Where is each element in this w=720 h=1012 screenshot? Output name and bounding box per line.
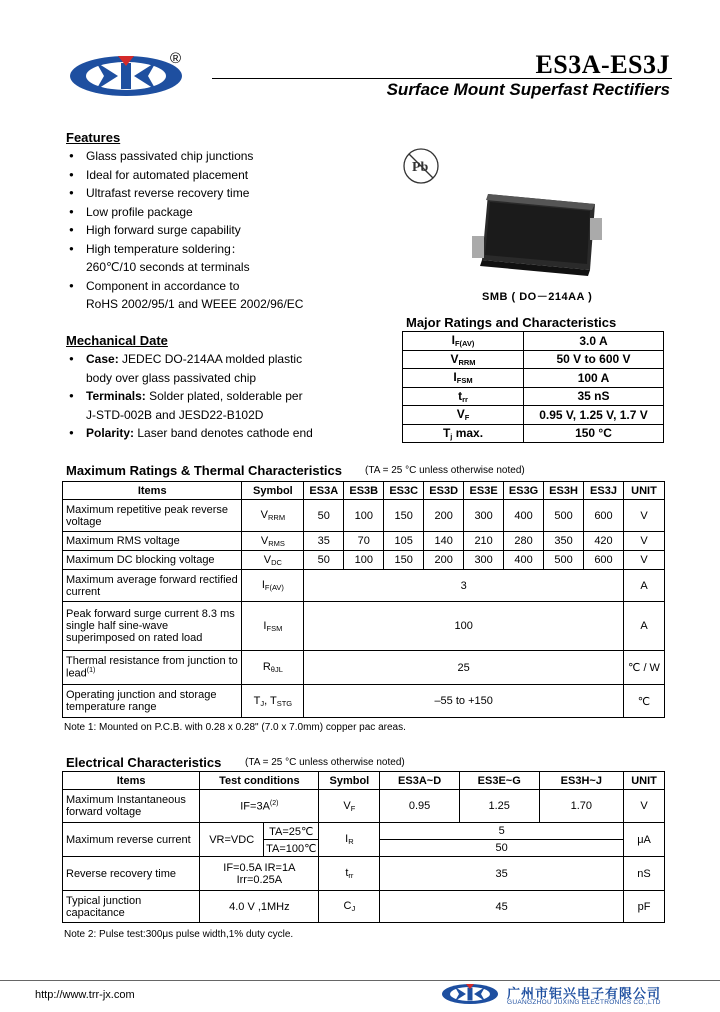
symbol-cell: $I_{FSM}$	[242, 602, 304, 651]
unit-cell: V	[623, 500, 664, 532]
note-2: Note 2: Pulse test:300μs pulse width,1% duty cycle.	[64, 929, 294, 940]
company-logo	[66, 52, 186, 100]
value-cell: 150 °C	[524, 424, 664, 443]
item-cell: Thermal resistance from junction to lead$^{(1)}$	[63, 651, 242, 685]
column-header: ES3E~G	[459, 772, 539, 790]
part-number-title: ES3A-ES3J	[535, 50, 670, 79]
value-cell: 600	[584, 500, 624, 532]
item-cell: Maximum reverse current	[63, 823, 200, 857]
features-heading: Features	[66, 130, 121, 145]
condition-cell: TA=100℃	[264, 840, 319, 857]
table-row	[403, 350, 664, 369]
condition-line: Irr=0.25A	[236, 873, 283, 886]
table-row	[403, 406, 664, 425]
item-cell: Operating junction and storage temperature range	[63, 685, 242, 718]
condition-cell: 4.0 V ,1MHz	[200, 891, 319, 923]
table-row	[403, 369, 664, 388]
unit-cell: nS	[624, 857, 665, 891]
value-cell: 0.95	[380, 790, 460, 823]
value-cell: 600	[584, 551, 624, 570]
table-row	[403, 332, 664, 351]
column-header: ES3D	[424, 482, 464, 500]
value-cell: 150	[384, 500, 424, 532]
value-cell: 50 V to 600 V	[524, 350, 664, 369]
column-header: Symbol	[319, 772, 380, 790]
list-item-continuation: RoHS 2002/95/1 and WEEE 2002/96/EC	[86, 297, 304, 311]
column-header: UNIT	[624, 772, 665, 790]
unit-cell: ℃	[623, 685, 664, 718]
symbol-cell: $I_{F(AV)}$	[403, 332, 524, 351]
list-item-continuation: J-STD-002B and JESD22-B102D	[86, 407, 264, 422]
package-image	[470, 188, 610, 286]
product-subtitle: Surface Mount Superfast Rectifiers	[386, 80, 670, 99]
symbol-cell: $V_{RMS}$	[242, 532, 304, 551]
footer-divider	[0, 980, 720, 981]
electrical-section-title: Electrical Characteristics	[66, 755, 222, 770]
mechanical-list	[66, 350, 386, 443]
value-cell: 500	[544, 500, 584, 532]
table-row	[63, 651, 665, 685]
list-item-continuation: 260℃/10 seconds at terminals	[86, 260, 250, 274]
item-cell: Reverse recovery time	[63, 857, 200, 891]
table-row	[63, 790, 665, 823]
value-cell: 100	[344, 551, 384, 570]
table-row	[403, 424, 664, 443]
value-cell: 105	[384, 532, 424, 551]
pb-label: Pb	[412, 160, 429, 175]
column-header: ES3E	[464, 482, 504, 500]
polarity-label: Polarity:	[86, 426, 135, 440]
value-cell: 400	[504, 551, 544, 570]
major-ratings-title: Major Ratings and Characteristics	[406, 315, 617, 330]
value-cell: 200	[424, 551, 464, 570]
value-cell: 3.0 A	[524, 332, 664, 351]
terminals-text: Solder plated, solderable per	[145, 389, 303, 403]
thermal-section-title: Maximum Ratings & Thermal Characteristics	[66, 463, 342, 478]
value-cell: 70	[344, 532, 384, 551]
column-header: ES3B	[344, 482, 384, 500]
symbol-cell: $C_J$	[319, 891, 380, 923]
unit-cell: μA	[624, 823, 665, 857]
electrical-section-note: (TA = 25 °C unless otherwise noted)	[245, 757, 405, 768]
list-item	[66, 387, 386, 406]
footer-logo	[440, 982, 500, 1006]
symbol-cell: $T_j$ max.	[403, 424, 524, 443]
table-row	[63, 685, 665, 718]
unit-cell: V	[623, 532, 664, 551]
case-text: JEDEC DO-214AA molded plastic	[118, 352, 303, 366]
value-cell: 100	[304, 602, 624, 651]
condition-cell: VR=VDC	[200, 823, 264, 857]
column-header: ES3H	[544, 482, 584, 500]
condition-cell	[200, 857, 319, 891]
website-link[interactable]: http://www.trr-jx.com	[35, 989, 135, 1001]
symbol-cell: $V_F$	[403, 406, 524, 425]
features-list	[66, 147, 366, 314]
company-name-cn: 广州市钜兴电子有限公司	[507, 986, 662, 1001]
value-cell: 45	[380, 891, 624, 923]
registered-mark: ®	[170, 50, 182, 67]
list-item: ● Low profile package	[66, 203, 366, 222]
symbol-cell: $V_F$	[319, 790, 380, 823]
item-cell: Maximum DC blocking voltage	[63, 551, 242, 570]
list-item: ● High temperature soldering：	[66, 240, 366, 259]
value-cell: 100	[344, 500, 384, 532]
value-cell: 50	[304, 551, 344, 570]
list-item: ● High forward surge capability	[66, 221, 366, 240]
unit-cell: pF	[624, 891, 665, 923]
symbol-cell: $V_{DC}$	[242, 551, 304, 570]
value-cell: 3	[304, 570, 624, 602]
table-row	[63, 891, 665, 923]
value-cell: 0.95 V, 1.25 V, 1.7 V	[524, 406, 664, 425]
column-header: ES3J	[584, 482, 624, 500]
column-header: ES3H~J	[539, 772, 624, 790]
pb-free-icon	[401, 146, 441, 186]
note-1: Note 1: Mounted on P.C.B. with 0.28 x 0.28" (7.0 x 7.0mm) copper pac areas.	[64, 722, 406, 733]
value-cell: 35	[380, 857, 624, 891]
value-cell: 150	[384, 551, 424, 570]
column-header: ES3G	[504, 482, 544, 500]
value-cell: 210	[464, 532, 504, 551]
list-item: ● Glass passivated chip junctions	[66, 147, 366, 166]
value-cell: 25	[304, 651, 624, 685]
value-cell: 35 nS	[524, 387, 664, 406]
column-header: ES3A	[304, 482, 344, 500]
symbol-cell: $I_{FSM}$	[403, 369, 524, 388]
mechanical-heading: Mechanical Date	[66, 333, 168, 348]
table-header-row	[63, 772, 665, 790]
list-item: ● Ideal for automated placement	[66, 166, 366, 185]
table-row	[63, 551, 665, 570]
value-cell: 50	[304, 500, 344, 532]
company-name-en: GUANGZHOU JUXING ELECTRONICS CO.,LTD	[507, 999, 661, 1006]
table-row	[63, 532, 665, 551]
condition-cell: $IF=3A^{(2)}$	[200, 790, 319, 823]
value-cell: 1.70	[539, 790, 624, 823]
value-cell: 500	[544, 551, 584, 570]
unit-cell: A	[623, 602, 664, 651]
symbol-cell: $R_{\theta JL}$	[242, 651, 304, 685]
value-cell: 50	[380, 840, 624, 857]
value-cell: 200	[424, 500, 464, 532]
list-item	[66, 424, 386, 443]
symbol-cell: $I_R$	[319, 823, 380, 857]
value-cell: 300	[464, 500, 504, 532]
terminals-label: Terminals:	[86, 389, 146, 403]
value-cell: 35	[304, 532, 344, 551]
condition-line: IF=0.5A IR=1A	[223, 861, 296, 874]
value-cell: 1.25	[459, 790, 539, 823]
item-cell: Maximum Instantaneous forward voltage	[63, 790, 200, 823]
item-cell: Peak forward surge current 8.3 ms single half sine-wave superimposed on rated load	[63, 602, 242, 651]
item-cell: Typical junction capacitance	[63, 891, 200, 923]
table-row	[63, 823, 665, 840]
value-cell: 280	[504, 532, 544, 551]
value-cell: 350	[544, 532, 584, 551]
thermal-section-note: (TA = 25 °C unless otherwise noted)	[365, 465, 525, 476]
symbol-cell: $T_J$, $T_{STG}$	[242, 685, 304, 718]
unit-cell: A	[623, 570, 664, 602]
value-cell: 5	[380, 823, 624, 840]
list-item-continuation: body over glass passivated chip	[86, 370, 257, 385]
table-row	[403, 387, 664, 406]
column-header: Test conditions	[200, 772, 319, 790]
thermal-table	[62, 481, 665, 718]
value-cell: 140	[424, 532, 464, 551]
item-cell: Maximum average forward rectified current	[63, 570, 242, 602]
symbol-cell: $I_{F(AV)}$	[242, 570, 304, 602]
table-header-row	[63, 482, 665, 500]
unit-cell: ℃ / W	[623, 651, 664, 685]
unit-cell: V	[624, 790, 665, 823]
symbol-cell: $t_{rr}$	[403, 387, 524, 406]
list-item: ● Component in accordance to	[66, 277, 366, 296]
value-cell: 400	[504, 500, 544, 532]
symbol-cell: $V_{RRM}$	[242, 500, 304, 532]
symbol-cell: $t_{rr}$	[319, 857, 380, 891]
major-ratings-table	[402, 331, 664, 443]
column-header: ES3A~D	[380, 772, 460, 790]
condition-cell: TA=25℃	[264, 823, 319, 840]
table-row	[63, 570, 665, 602]
column-header: Items	[63, 772, 200, 790]
title-divider	[212, 78, 672, 79]
column-header: ES3C	[384, 482, 424, 500]
polarity-text: Laser band denotes cathode end	[134, 426, 313, 440]
unit-cell: V	[623, 551, 664, 570]
column-header: Items	[63, 482, 242, 500]
table-row	[63, 500, 665, 532]
list-item	[66, 350, 386, 369]
list-item: ● Ultrafast reverse recovery time	[66, 184, 366, 203]
value-cell: 100 A	[524, 369, 664, 388]
electrical-table	[62, 771, 665, 923]
value-cell: 300	[464, 551, 504, 570]
table-row	[63, 857, 665, 891]
symbol-cell: $V_{RRM}$	[403, 350, 524, 369]
value-cell: 420	[584, 532, 624, 551]
item-cell: Maximum RMS voltage	[63, 532, 242, 551]
column-header: UNIT	[623, 482, 664, 500]
column-header: Symbol	[242, 482, 304, 500]
item-cell: Maximum repetitive peak reverse voltage	[63, 500, 242, 532]
value-cell: –55 to +150	[304, 685, 624, 718]
case-label: Case:	[86, 352, 119, 366]
package-label: SMB ( DO－214AA )	[482, 291, 593, 303]
table-row	[63, 602, 665, 651]
